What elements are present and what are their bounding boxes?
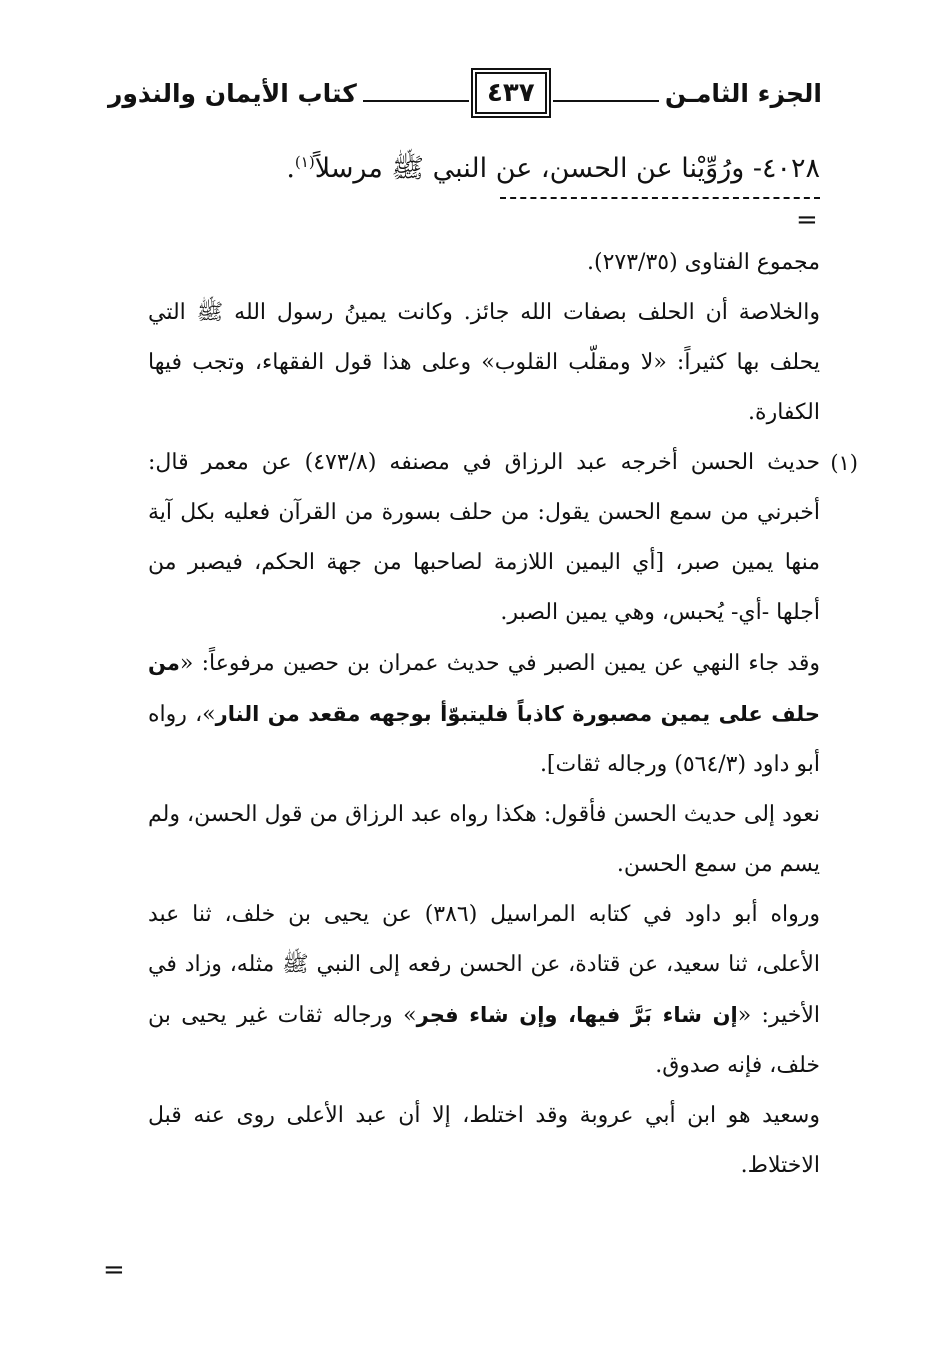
fn4-source: » ورجاله ثقات غير يحيى بن خلف، فإنه صدوق. [148, 1003, 820, 1078]
part-title: الجزء الثامـن [664, 78, 822, 108]
fn2-quote: من حلف على يمين مصبورة كاذباً فليتبوّأ بوجهه مقعد من النار [148, 651, 820, 726]
footnote-ref: (١) [294, 153, 315, 171]
continuation-mark-bottom: = [103, 1255, 125, 1285]
footnote-1 [148, 438, 858, 638]
running-header [108, 68, 822, 118]
hadith-end: . [286, 153, 295, 184]
fn2-intro: وقد جاء النهي عن يمين الصبر في حديث عمران بن حصين مرفوعاً: « [179, 651, 820, 676]
page-number: ٤٣٧ [475, 72, 547, 114]
footnote-paragraph-4 [148, 890, 820, 1091]
note-continued-summary: والخلاصة أن الحلف بصفات الله جائز. وكانت يمينُ رسول الله ﷺ التي يحلف بها كثيراً: «لا ومقلّب القلوب» وعلى هذا قول الفقهاء، وتجب فيها الكفارة. [148, 300, 820, 425]
fn2-source: »، رواه أبو داود (٥٦٤/٣) ورجاله ثقات]. [148, 702, 820, 777]
header-rule-right [553, 100, 659, 102]
footnote-1-text: حديث الحسن أخرجه عبد الرزاق في مصنفه (٤٧٣/٨) عن معمر قال: أخبرني من سمع الحسن يقول: من حلف بسورة من القرآن فعليه بكل آية منها يمين صبر، [أي اليمين اللازمة لصاحبها من جهة الحكم، فيصبر من أجلها -أي- يُحبس، وهي يمين الصبر. [148, 450, 820, 625]
note-continued-source: مجموع الفتاوى (٢٧٣/٣٥). [587, 250, 820, 275]
footnote-paragraph-2 [148, 638, 820, 790]
footnote-paragraph-3: نعود إلى حديث الحسن فأقول: هكذا رواه عبد الرزاق من قول الحسن، ولم يسم من سمع الحسن. [148, 802, 820, 877]
hadith-body: ٤٠٢٨- ورُوِّيْنا عن الحسن، عن النبي ﷺ مرسلاً [314, 153, 820, 184]
hadith-text [120, 140, 820, 191]
book-title: كتاب الأيمان والنذور [108, 78, 357, 108]
footnote-number: (١) [830, 451, 858, 475]
continuation-mark-top: = [796, 205, 818, 235]
header-rule-left [363, 100, 469, 102]
footnotes [148, 238, 858, 1191]
footnote-paragraph-5: وسعيد هو ابن أبي عروبة وقد اختلط، إلا أن عبد الأعلى روى عنه قبل الاختلاط. [148, 1103, 820, 1178]
fn4-quote: إن شاء بَرَّ فيها، وإن شاء فجر [416, 1003, 738, 1027]
fn4-intro: ورواه أبو داود في كتابه المراسيل (٣٨٦) عن يحيى بن خلف، ثنا عبد الأعلى، ثنا سعيد، عن قتادة، عن الحسن رفعه إلى النبي ﷺ مثله، وزاد في الأخير: « [148, 902, 821, 1028]
footnote-separator [500, 197, 820, 199]
